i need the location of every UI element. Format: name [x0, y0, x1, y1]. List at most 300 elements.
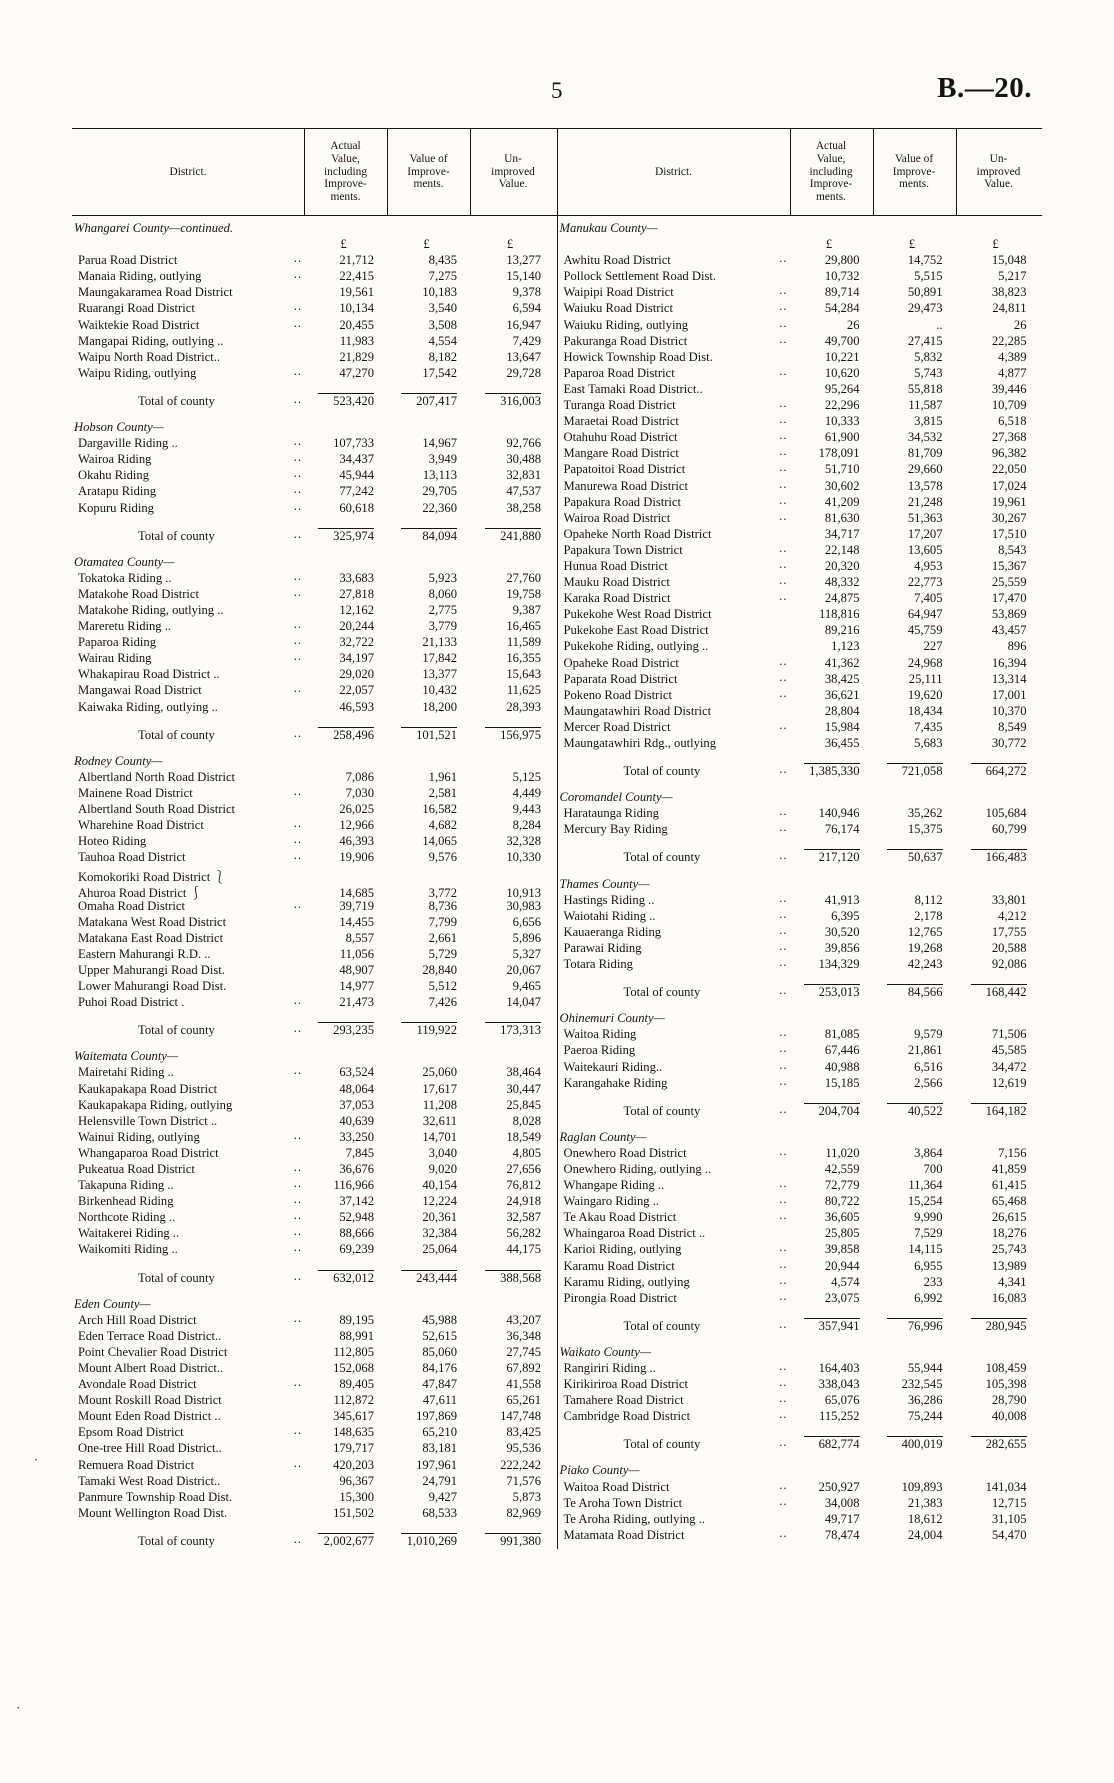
actual-value-cell: 15,185 [824, 1075, 860, 1090]
unimproved-value-cell: 41,859 [991, 1161, 1027, 1176]
unimproved-value-cell: 25,743 [991, 1242, 1027, 1257]
district-name: Wairoa Riding .. [78, 452, 302, 467]
unimproved-value-cell: 20,067 [506, 962, 541, 977]
unimproved-value-cell: 105,684 [985, 806, 1027, 821]
improvements-value-cell: 8,182 [428, 349, 457, 364]
table-row [558, 1291, 1043, 1307]
unimproved-value-cell [470, 1533, 554, 1549]
table-row [72, 1210, 557, 1226]
unimproved-value-cell: 65,261 [506, 1393, 541, 1408]
district-name: Eastern Mahurangi R.D. .. [78, 946, 211, 961]
district-name: Maungatawhiri Rdg., outlying [563, 736, 717, 750]
unimproved-value-cell: 27,368 [991, 430, 1027, 445]
district-name: Paparoa Riding .. [78, 635, 302, 650]
district-name: Puhoi Road District . .. [78, 995, 302, 1010]
leader-dots: .. [293, 635, 302, 648]
actual-value-cell: 60,618 [339, 500, 374, 515]
actual-value-cell: 72,779 [824, 1178, 860, 1193]
unimproved-value-cell: 10,913 [506, 886, 541, 901]
district-name: Upper Mahurangi Road Dist. [78, 962, 225, 977]
improvements-value-cell: 83,181 [422, 1441, 457, 1456]
actual-value-cell: 40,988 [824, 1059, 860, 1074]
unimproved-value-cell: 26 [1013, 317, 1027, 332]
unimproved-value-cell: 9,443 [512, 802, 541, 816]
actual-value-cell: 41,362 [824, 655, 860, 670]
improvements-value-cell: 13,377 [422, 667, 457, 682]
actual-value-cell: 48,064 [339, 1081, 374, 1096]
unimproved-value-cell: 56,282 [506, 1226, 541, 1241]
total-value: 217,120 [804, 849, 860, 865]
total-label: Total of county .. [138, 528, 302, 543]
table-row [558, 688, 1043, 704]
actual-value-cell: 23,075 [824, 1290, 860, 1305]
table-row [72, 619, 557, 635]
district-name: Ruarangi Road District .. [78, 301, 302, 316]
actual-value-cell: 140,946 [818, 806, 860, 821]
district-name: Takapuna Riding .. .. [78, 1178, 302, 1193]
leader-dots: .. [779, 850, 788, 863]
district-name: Hastings Riding .. .. [563, 892, 788, 907]
leader-dots: .. [293, 269, 302, 282]
leader-dots: .. [779, 1145, 788, 1158]
leader-dots: .. [779, 478, 788, 491]
actual-value-cell [790, 849, 873, 865]
district-name: Kaukapakapa Road District [78, 1081, 218, 1096]
actual-value-cell: 41,913 [824, 892, 860, 907]
unimproved-value-cell: 38,464 [506, 1065, 541, 1080]
district-name: Albertland North Road District [78, 769, 236, 784]
leader-dots: .. [293, 1242, 302, 1255]
total-value: 316,003 [485, 393, 541, 409]
total-label: Total of county .. [623, 764, 788, 779]
unimproved-value-cell: 17,001 [991, 687, 1027, 702]
unimproved-value-cell: 24,918 [506, 1194, 541, 1209]
leader-dots: .. [293, 1161, 302, 1174]
leader-dots: .. [779, 301, 788, 314]
unimproved-value-cell: 5,873 [512, 1489, 541, 1504]
leader-dots: .. [293, 484, 302, 497]
table-row [558, 479, 1043, 495]
district-name: Pukekohe East Road District [563, 623, 709, 638]
improvements-value-cell: 2,581 [428, 785, 457, 800]
improvements-value-cell: 3,779 [428, 619, 457, 634]
table-row [558, 559, 1043, 575]
district-name: Whangaparoa Road District [78, 1145, 219, 1160]
district-name: Dargaville Riding .. .. [78, 436, 302, 451]
leader-dots: .. [293, 253, 302, 266]
district-name: Kopuru Riding .. [78, 500, 302, 515]
leader-dots: .. [779, 1409, 788, 1422]
table-row [72, 1361, 557, 1377]
unimproved-value-cell: 5,217 [998, 269, 1027, 284]
actual-value-cell: 39,856 [824, 940, 860, 955]
county-heading-row [72, 420, 557, 436]
leader-dots: .. [779, 510, 788, 523]
currency-symbol: £ [825, 237, 833, 252]
unimproved-value-cell: 33,801 [991, 892, 1027, 907]
improvements-value-cell: 50,891 [907, 285, 943, 300]
actual-value-cell: 178,091 [818, 446, 860, 461]
leader-dots: .. [293, 365, 302, 378]
district-name: Te Aroha Riding, outlying .. [563, 1511, 705, 1526]
improvements-value-cell: 5,683 [914, 736, 943, 750]
unimproved-value-cell: 67,892 [506, 1361, 541, 1375]
spacer-row [72, 1011, 557, 1022]
county-heading: Coromandel County— [559, 790, 673, 805]
unimproved-value-cell: 8,284 [512, 818, 541, 833]
district-name: Kaukapakapa Riding, outlying [78, 1097, 233, 1112]
table-row [558, 1377, 1043, 1393]
county-heading-row [72, 1049, 557, 1065]
district-name: Pollock Settlement Road Dist. [563, 269, 717, 284]
unimproved-value-cell: 16,083 [991, 1290, 1027, 1305]
county-heading-row [558, 877, 1043, 893]
actual-value-cell: 39,719 [339, 898, 374, 913]
total-row [558, 1436, 1043, 1452]
table-row [72, 1114, 557, 1130]
unimproved-value-cell: 7,156 [998, 1145, 1027, 1160]
table-row [72, 834, 557, 850]
district-name: Birkenhead Riding .. [78, 1194, 302, 1209]
leader-dots: .. [293, 1533, 302, 1546]
actual-value-cell: 28,804 [824, 703, 860, 718]
improvements-value-cell: 5,729 [428, 946, 457, 961]
district-name: Pukeatua Road District .. [78, 1161, 302, 1176]
district-name: Point Chevalier Road District [78, 1344, 228, 1359]
table-row [558, 822, 1043, 838]
district-name: Pokeno Road District .. [563, 687, 788, 702]
improvements-value-cell: 197,869 [416, 1409, 457, 1424]
actual-value-cell: 20,455 [339, 317, 374, 332]
header-unimproved-value: Un- improved Value. [491, 152, 535, 191]
actual-value-cell: 12,162 [339, 602, 374, 617]
district-name: Mauku Road District .. [563, 575, 788, 590]
table-row [72, 1490, 557, 1506]
table-row [72, 285, 557, 301]
unimproved-value-cell: 27,656 [506, 1161, 541, 1176]
table-row [558, 909, 1043, 925]
table-row [558, 1259, 1043, 1275]
unimproved-value-cell: 4,212 [998, 908, 1027, 923]
district-name: Waikomiti Riding .. .. [78, 1242, 302, 1257]
improvements-value-cell: 42,243 [907, 957, 943, 972]
leader-dots: .. [779, 1361, 788, 1373]
total-value: 84,566 [887, 984, 943, 1000]
county-heading: Waikato County— [559, 1344, 652, 1359]
actual-value-cell: 4,574 [831, 1274, 860, 1289]
table-row [558, 1409, 1043, 1425]
table-row [558, 398, 1043, 414]
table-row [72, 1441, 557, 1457]
leader-dots: .. [293, 834, 302, 847]
district-name: Matakohe Riding, outlying .. [78, 602, 224, 617]
table-row [72, 866, 557, 885]
unimproved-value-cell: 12,619 [991, 1075, 1027, 1090]
improvements-value-cell: 700 [923, 1161, 943, 1176]
actual-value-cell: 95,264 [824, 381, 860, 396]
table-row [72, 318, 557, 334]
leader-dots: .. [779, 317, 788, 330]
district-name: Kaiwaka Riding, outlying .. [78, 699, 218, 714]
improvements-value-cell: 19,268 [907, 940, 943, 955]
district-name: Mangawai Road District .. [78, 683, 302, 698]
unimproved-value-cell: 13,314 [991, 671, 1027, 686]
unimproved-value-cell: 30,983 [506, 898, 541, 913]
table-row [72, 269, 557, 285]
actual-value-cell [790, 984, 873, 1000]
actual-value-cell: 25,805 [824, 1226, 860, 1241]
table-row [72, 1458, 557, 1474]
actual-value-cell: 116,966 [333, 1178, 374, 1193]
actual-value-cell: 32,722 [339, 635, 374, 650]
district-name: Parawai Riding .. [563, 940, 788, 955]
table-row [72, 786, 557, 802]
improvements-value-cell: 22,360 [422, 500, 457, 515]
improvements-value-cell: 14,701 [422, 1129, 457, 1144]
unimproved-value-cell: 10,330 [506, 850, 541, 865]
district-name: Maraetai Road District .. [563, 414, 788, 429]
table-row [72, 366, 557, 382]
actual-value-cell [304, 393, 387, 409]
total-value: 400,019 [887, 1436, 943, 1452]
improvements-value-cell: 52,615 [422, 1328, 457, 1343]
unimproved-value-cell: 4,389 [998, 349, 1027, 364]
table-row [72, 1409, 557, 1425]
margin-mark-2: · [16, 1700, 21, 1715]
unimproved-value-cell: 141,034 [985, 1479, 1027, 1494]
actual-value-cell: 22,057 [339, 683, 374, 698]
unimproved-value-cell [956, 1436, 1040, 1452]
actual-value-cell: 46,393 [339, 834, 374, 849]
district-name: Waipu North Road District.. [78, 349, 221, 364]
table-row [72, 253, 557, 269]
improvements-value-cell [873, 1318, 956, 1334]
actual-value-cell: 29,800 [824, 253, 860, 268]
leader-dots: .. [293, 1023, 302, 1036]
actual-value-cell: 54,284 [824, 301, 860, 316]
improvements-value-cell: 197,961 [416, 1457, 457, 1472]
total-row [72, 528, 557, 544]
leader-dots: .. [779, 542, 788, 555]
unimproved-value-cell: 6,518 [998, 414, 1027, 429]
district-name: Pukekohe West Road District [563, 607, 712, 622]
county-heading-row [72, 754, 557, 770]
unimproved-value-cell [470, 393, 554, 409]
table-row [558, 382, 1043, 398]
unimproved-value-cell: 27,760 [506, 570, 541, 585]
leader-dots: .. [779, 1258, 788, 1271]
improvements-value-cell: 11,208 [422, 1097, 457, 1112]
improvements-value-cell: 14,065 [422, 834, 457, 849]
table-row [558, 462, 1043, 478]
district-name: Turanga Road District .. [563, 398, 788, 413]
improvements-value-cell: 21,861 [907, 1043, 943, 1058]
improvements-value-cell: 3,040 [428, 1145, 457, 1160]
actual-value-cell: 36,455 [824, 736, 860, 750]
unimproved-value-cell: 30,267 [991, 510, 1027, 525]
improvements-value-cell: 22,773 [907, 575, 943, 590]
improvements-value-cell: 17,617 [422, 1081, 457, 1096]
actual-value-cell: 33,683 [339, 570, 374, 585]
table-row [72, 1345, 557, 1361]
district-name: Hunua Road District .. [563, 558, 788, 573]
district-name: Howick Township Road Dist. [563, 349, 713, 364]
table-row [72, 1506, 557, 1522]
total-label: Total of county .. [623, 1437, 788, 1452]
actual-value-cell: 338,043 [818, 1377, 860, 1392]
total-value: 241,880 [485, 528, 541, 544]
leader-dots: .. [293, 1457, 302, 1470]
table-row [558, 1076, 1043, 1092]
unimproved-value-cell: 36,348 [506, 1328, 541, 1343]
improvements-value-cell: 8,112 [914, 892, 943, 907]
improvements-value-cell: 47,847 [422, 1377, 457, 1392]
district-name: Manurewa Road District .. [563, 478, 788, 493]
unimproved-value-cell: 12,715 [991, 1495, 1027, 1510]
unimproved-value-cell: 10,370 [991, 703, 1027, 718]
actual-value-cell: 36,621 [824, 687, 860, 702]
leader-dots: .. [293, 393, 302, 406]
actual-value-cell: 65,076 [824, 1393, 860, 1408]
spacer-row [558, 1307, 1043, 1318]
table-row [558, 1496, 1043, 1512]
district-name: Albertland South Road District [78, 802, 236, 816]
total-label: Total of county .. [138, 1533, 302, 1548]
improvements-value-cell: 14,967 [422, 436, 457, 451]
district-name: Okahu Riding .. [78, 468, 302, 483]
district-name: Pakuranga Road District .. [563, 333, 788, 348]
improvements-value-cell: 27,415 [907, 333, 943, 348]
unimproved-value-cell: 25,559 [991, 575, 1027, 590]
district-name: Paparata Road District .. [563, 671, 788, 686]
district-name: Tamahere Road District .. [563, 1393, 788, 1408]
improvements-value-cell [873, 984, 956, 1000]
district-name: Tamaki West Road District.. [78, 1473, 221, 1488]
district-name: Mangare Road District .. [563, 446, 788, 461]
unimproved-value-cell: 9,378 [512, 285, 541, 300]
improvements-value-cell: 21,133 [422, 635, 457, 650]
total-row [72, 1533, 557, 1549]
actual-value-cell: 42,559 [824, 1161, 860, 1176]
table-row [72, 882, 557, 901]
leader-dots: .. [779, 1377, 788, 1390]
district-name: Opaheke Road District .. [563, 655, 788, 670]
total-label: Total of county .. [138, 1270, 302, 1285]
district-name: Avondale Road District .. [78, 1377, 302, 1392]
improvements-value-cell: 3,949 [428, 452, 457, 467]
spacer-row [558, 779, 1043, 790]
table-row [72, 484, 557, 500]
leader-dots: .. [293, 1226, 302, 1239]
actual-value-cell: 37,142 [339, 1194, 374, 1209]
actual-value-cell [304, 1022, 387, 1038]
leader-dots: .. [293, 1194, 302, 1207]
total-value: 258,496 [318, 727, 374, 743]
total-value: 243,444 [401, 1270, 457, 1286]
actual-value-cell: 34,197 [339, 651, 374, 666]
district-name: Eden Terrace Road District.. [78, 1328, 222, 1343]
district-name: Matakana East Road District [78, 930, 224, 945]
actual-value-cell: 15,300 [339, 1489, 374, 1504]
table-row [72, 931, 557, 947]
leader-dots: .. [779, 1059, 788, 1072]
improvements-value-cell: 13,605 [907, 542, 943, 557]
improvements-value-cell: 28,840 [422, 962, 457, 977]
total-value: 101,521 [401, 727, 457, 743]
actual-value-cell [790, 1436, 873, 1452]
unimproved-value-cell: 60,799 [991, 822, 1027, 837]
district-name: Waitakerei Riding .. .. [78, 1226, 302, 1241]
unimproved-value-cell: 38,823 [991, 285, 1027, 300]
actual-value-cell: 19,906 [339, 850, 374, 865]
unimproved-value-cell: 32,831 [506, 468, 541, 483]
district-name: Waipu Riding, outlying .. [78, 365, 302, 380]
improvements-value-cell: 227 [923, 639, 943, 654]
improvements-value-cell: 21,248 [907, 494, 943, 509]
table-row [72, 818, 557, 834]
table-row [558, 543, 1043, 559]
district-name: Otahuhu Road District .. [563, 430, 788, 445]
district-name: Pukekohe Riding, outlying .. [563, 639, 709, 654]
county-heading: Ohinemuri County— [559, 1011, 665, 1026]
unimproved-value-cell: 17,470 [991, 591, 1027, 606]
improvements-value-cell [873, 849, 956, 865]
unimproved-value-cell: 222,242 [500, 1457, 541, 1472]
unimproved-value-cell: 4,449 [512, 785, 541, 800]
header-value-improvements: Value of Improve- ments. [407, 152, 450, 191]
total-value: 325,974 [318, 528, 374, 544]
unimproved-value-cell: 43,457 [991, 623, 1027, 638]
actual-value-cell: 112,872 [333, 1393, 374, 1408]
improvements-value-cell: 65,210 [422, 1425, 457, 1440]
table-row [558, 704, 1043, 720]
county-heading-row [72, 1297, 557, 1313]
unimproved-value-cell: 5,327 [512, 946, 541, 961]
county-heading-row [558, 1130, 1043, 1146]
unimproved-value-cell: 95,536 [506, 1441, 541, 1456]
table-row [558, 430, 1043, 446]
spacer-row [72, 382, 557, 393]
county-heading: Rodney County— [74, 753, 163, 768]
improvements-value-cell: 5,743 [914, 365, 943, 380]
spacer-row [72, 517, 557, 528]
district-name: Karamu Riding, outlying .. [563, 1274, 788, 1289]
table-row [72, 1226, 557, 1242]
left-rows [72, 216, 557, 1549]
leader-dots: .. [779, 924, 788, 937]
actual-value-cell: 78,474 [824, 1527, 860, 1542]
leader-dots: .. [779, 1194, 788, 1207]
unimproved-value-cell: 27,745 [506, 1344, 541, 1359]
leader-dots: .. [779, 1210, 788, 1223]
improvements-value-cell: 3,508 [428, 317, 457, 332]
unimproved-value-cell: 39,446 [991, 381, 1027, 396]
improvements-value-cell [873, 1103, 956, 1119]
improvements-value-cell: 40,154 [422, 1178, 457, 1193]
table-row [558, 623, 1043, 639]
spacer-row [72, 1286, 557, 1297]
improvements-value-cell: 64,947 [907, 607, 943, 622]
actual-value-cell: 34,717 [824, 526, 860, 541]
right-table-column [558, 128, 1043, 1549]
improvements-value-cell: 5,512 [428, 979, 457, 994]
total-value: 40,522 [887, 1103, 943, 1119]
table-row [558, 736, 1043, 752]
unimproved-value-cell: 14,047 [506, 995, 541, 1010]
leader-dots: .. [779, 446, 788, 459]
spacer-row [72, 743, 557, 754]
actual-value-cell: 22,296 [824, 398, 860, 413]
